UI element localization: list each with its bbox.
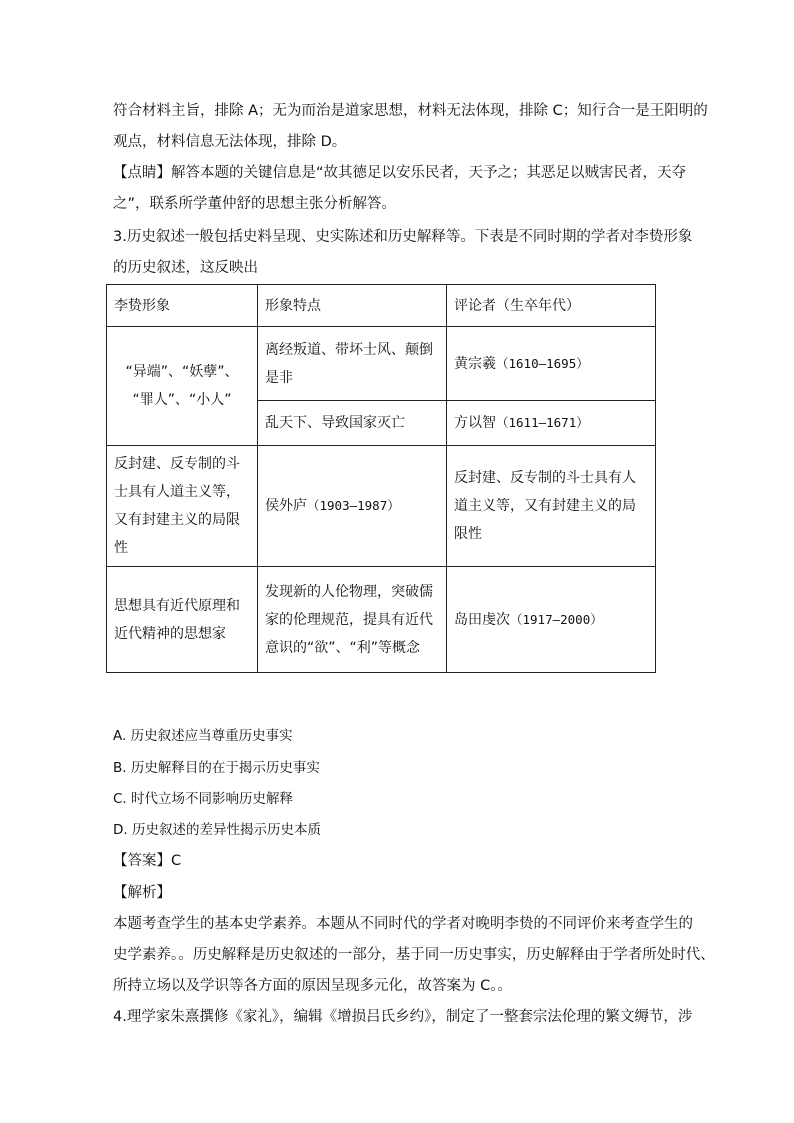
intro-line-1: 符合材料主旨，排除 A；无为而治是道家思想，材料无法体现，排除 C；知行合一是王阳明的 bbox=[113, 103, 708, 119]
critic-a-years: （1610—1695） bbox=[496, 355, 589, 371]
cell-critic-a bbox=[447, 327, 656, 401]
critic-a-name: 黄宗羲 bbox=[454, 355, 496, 372]
cell-trait-thinker: 发现新的人伦物理，突破儒家的伦理规范，提具有近代意识的“欲”、“利”等概念 bbox=[258, 567, 447, 673]
critic-shimada-name: 岛田虔次 bbox=[454, 611, 510, 628]
cell-critic-shimada bbox=[447, 567, 656, 673]
dianjing-line-2: 之”，联系所学董仲舒的思想主张分析解答。 bbox=[113, 196, 397, 212]
analysis-label: 【解析】 bbox=[113, 885, 171, 901]
cell-trait-a: 离经叛道、带坏士风、颠倒是非 bbox=[258, 327, 447, 401]
header-critic: 评论者（生卒年代） bbox=[447, 285, 656, 327]
question-4-stem-1: 4.理学家朱熹撰修《家礼》，编辑《增损吕氏乡约》，制定了一整套宗法伦理的繁文缛节，涉 bbox=[113, 1009, 693, 1025]
analysis-line-1: 本题考查学生的基本史学素养。本题从不同时代的学者对晚明李贽的不同评价来考查学生的 bbox=[113, 916, 693, 932]
critic-shimada-years: （1917—2000） bbox=[510, 611, 603, 627]
cell-trait-fighter: 反封建、反专制的斗士具有人道主义等，又有封建主义的局限性 bbox=[447, 446, 656, 567]
table-row bbox=[107, 446, 656, 567]
critic-b-name: 方以智 bbox=[454, 415, 496, 431]
li-zhi-image-table bbox=[106, 284, 656, 673]
cell-image-fighter: 反封建、反专制的斗士具有人道主义等，又有封建主义的局限性 bbox=[107, 446, 258, 567]
table-row bbox=[107, 327, 656, 401]
option-a: A. 历史叙述应当尊重历史事实 bbox=[113, 728, 293, 744]
cell-critic-b bbox=[447, 401, 656, 446]
critic-hou-name: 侯外庐 bbox=[265, 498, 307, 514]
critic-hou-years: （1903—1987） bbox=[307, 498, 400, 513]
option-b: B. 历史解释目的在于揭示历史事实 bbox=[113, 760, 320, 776]
cell-image-heretic-line-2: “罪人”、“小人” bbox=[132, 392, 232, 408]
table-header-row bbox=[107, 285, 656, 327]
dianjing-line-1: 【点睛】解答本题的关键信息是“故其德足以安乐民者，天予之；其恶足以贼害民者，天夺 bbox=[113, 165, 687, 181]
header-trait: 形象特点 bbox=[258, 285, 447, 327]
question-3-stem-1: 3.历史叙述一般包括史料呈现、史实陈述和历史解释等。下表是不同时期的学者对李贽形象 bbox=[113, 229, 693, 245]
cell-image-heretic-line-1: “异端”、“妖孽”、 bbox=[125, 364, 239, 380]
table-row bbox=[107, 567, 656, 673]
intro-line-2: 观点，材料信息无法体现，排除 D。 bbox=[113, 134, 347, 150]
option-d: D. 历史叙述的差异性揭示历史本质 bbox=[113, 822, 321, 838]
option-c: C. 时代立场不同影响历史解释 bbox=[113, 791, 294, 807]
critic-b-years: （1611—1671） bbox=[496, 415, 589, 430]
analysis-line-3: 所持立场以及学识等各方面的原因呈现多元化，故答案为 C。。 bbox=[113, 978, 512, 994]
cell-trait-b: 乱天下、导致国家灭亡 bbox=[258, 401, 447, 446]
header-image: 李贽形象 bbox=[107, 285, 258, 327]
answer-label: 【答案】C bbox=[113, 853, 182, 869]
analysis-line-2: 史学素养。。历史解释是历史叙述的一部分，基于同一历史事实，历史解释由于学者所处时代、 bbox=[113, 947, 715, 963]
cell-image-heretic bbox=[107, 327, 258, 446]
cell-critic-hou bbox=[258, 446, 447, 567]
cell-image-thinker: 思想具有近代原理和近代精神的思想家 bbox=[107, 567, 258, 673]
question-3-stem-2: 的历史叙述，这反映出 bbox=[113, 260, 258, 276]
